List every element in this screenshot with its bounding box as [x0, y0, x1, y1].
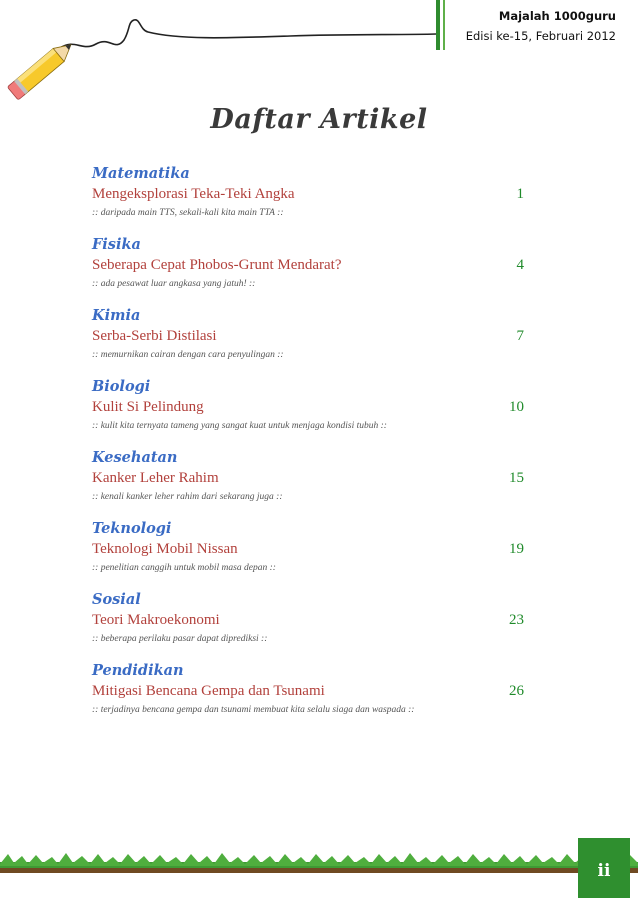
page-title: Daftar Artikel: [210, 104, 428, 135]
article-subtitle: :: beberapa perilaku pasar dapat diprediksi ::: [92, 634, 268, 644]
toc-entry[interactable]: [92, 377, 532, 448]
category-label: Kimia: [92, 307, 141, 324]
article-subtitle: :: kulit kita ternyata tameng yang sangat kuat untuk menjaga kondisi tubuh ::: [92, 421, 387, 431]
article-title[interactable]: Mengeksplorasi Teka-Teki Angka: [92, 186, 295, 202]
article-subtitle: :: memurnikan cairan dengan cara penyulingan ::: [92, 350, 284, 360]
article-title[interactable]: Mitigasi Bencana Gempa dan Tsunami: [92, 683, 325, 699]
toc-entry[interactable]: [92, 661, 532, 732]
category-label: Sosial: [92, 591, 141, 608]
article-subtitle: :: terjadinya bencana gempa dan tsunami membuat kita selalu siaga dan waspada ::: [92, 705, 415, 715]
page-number: 19: [509, 541, 524, 557]
category-label: Fisika: [92, 236, 141, 253]
category-label: Biologi: [92, 378, 151, 395]
scribble-line: [60, 20, 436, 48]
toc-entry[interactable]: [92, 519, 532, 590]
article-title[interactable]: Teori Makroekonomi: [92, 612, 220, 628]
article-title[interactable]: Kulit Si Pelindung: [92, 399, 204, 415]
page-number: 15: [509, 470, 524, 486]
header-green-bar: [436, 0, 440, 50]
header-green-bar-thin: [443, 0, 445, 50]
page-number: 4: [516, 257, 524, 273]
page-number: 26: [509, 683, 524, 699]
toc-entry[interactable]: [92, 235, 532, 306]
article-title[interactable]: Teknologi Mobil Nissan: [92, 541, 238, 557]
page-number: 10: [509, 399, 524, 415]
page-number: 1: [516, 186, 524, 202]
page-number: 7: [516, 328, 524, 344]
article-subtitle: :: daripada main TTS, sekali-kali kita main TTA ::: [92, 208, 284, 218]
article-subtitle: :: ada pesawat luar angkasa yang jatuh! ::: [92, 279, 256, 289]
edition-info: Edisi ke-15, Februari 2012: [465, 29, 616, 43]
category-label: Teknologi: [92, 520, 172, 537]
category-label: Kesehatan: [92, 449, 178, 466]
magazine-name: Majalah 1000guru: [498, 9, 616, 23]
category-label: Pendidikan: [92, 662, 184, 679]
article-title[interactable]: Kanker Leher Rahim: [92, 470, 219, 486]
pencil-icon: [7, 38, 76, 100]
toc-entry[interactable]: [92, 306, 532, 377]
table-of-contents: [92, 164, 532, 732]
grass-footer-decoration: [0, 852, 638, 903]
article-subtitle: :: kenali kanker leher rahim dari sekarang juga ::: [92, 492, 283, 502]
article-title[interactable]: Serba-Serbi Distilasi: [92, 328, 217, 344]
toc-entry[interactable]: [92, 448, 532, 519]
header-info: [466, 6, 616, 46]
page-number: 23: [509, 612, 524, 628]
article-subtitle: :: penelitian canggih untuk mobil masa depan ::: [92, 563, 276, 573]
page-number-badge: ii: [578, 838, 630, 898]
toc-entry[interactable]: [92, 590, 532, 661]
category-label: Matematika: [92, 165, 190, 182]
article-title[interactable]: Seberapa Cepat Phobos-Grunt Mendarat?: [92, 257, 342, 273]
toc-entry[interactable]: [92, 164, 532, 235]
